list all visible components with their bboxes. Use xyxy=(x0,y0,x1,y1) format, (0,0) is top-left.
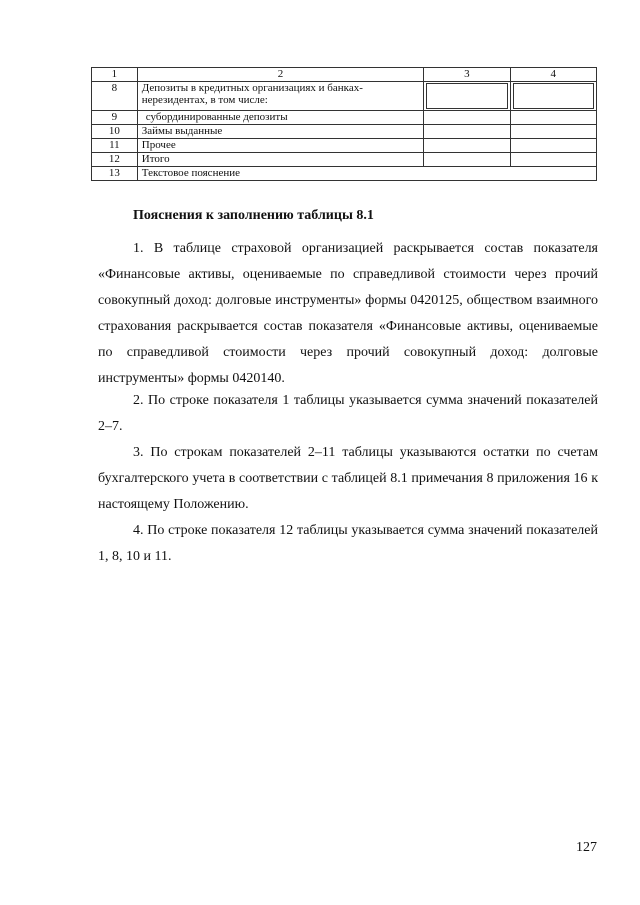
table-row xyxy=(92,139,597,153)
value-cell xyxy=(510,139,596,153)
header-col-2: 2 xyxy=(137,68,423,82)
row-number: 12 xyxy=(92,153,138,167)
table-row xyxy=(92,167,597,181)
row-number: 9 xyxy=(92,111,138,125)
table-header-row xyxy=(92,68,597,82)
paragraph-2: 2. По строке показателя 1 таблицы указывается сумма значений показателей 2–7. xyxy=(98,393,598,434)
header-col-1: 1 xyxy=(92,68,138,82)
value-box xyxy=(513,83,594,109)
row-number: 13 xyxy=(92,167,138,181)
section-heading: Пояснения к заполнению таблицы 8.1 xyxy=(133,208,374,223)
row-label: Текстовое пояснение xyxy=(137,167,596,181)
header-col-3: 3 xyxy=(424,68,510,82)
paragraph-3: 3. По строкам показателей 2–11 таблицы указываются остатки по счетам бухгалтерского учета в соответствии с таблицей 8.1 примечания 8 приложения 16 к настоящему Положению. xyxy=(98,445,598,512)
table-row xyxy=(92,153,597,167)
table-row xyxy=(92,125,597,139)
value-cell xyxy=(424,153,510,167)
page-number: 127 xyxy=(576,840,597,855)
row-number: 10 xyxy=(92,125,138,139)
row-label: Итого xyxy=(137,153,423,167)
indicator-table xyxy=(91,67,597,181)
row-number: 8 xyxy=(92,82,138,111)
table-row xyxy=(92,111,597,125)
value-cell xyxy=(510,111,596,125)
paragraph-4: 4. По строке показателя 12 таблицы указывается сумма значений показателей 1, 8, 10 и 11. xyxy=(98,523,598,564)
value-cell xyxy=(424,139,510,153)
value-cell xyxy=(510,153,596,167)
value-cell xyxy=(424,82,510,111)
value-cell xyxy=(510,82,596,111)
value-cell xyxy=(424,111,510,125)
header-col-4: 4 xyxy=(510,68,596,82)
value-cell xyxy=(510,125,596,139)
value-cell xyxy=(424,125,510,139)
row-label: Прочее xyxy=(137,139,423,153)
row-number: 11 xyxy=(92,139,138,153)
row-label: Займы выданные xyxy=(137,125,423,139)
paragraph-1: 1. В таблице страховой организацией раскрывается состав показателя «Финансовые активы, оцениваемые по справедливой стоимости через прочий совокупный доход: долговые инструменты» формы 0420125, обществом взаимного страхования раскрывается состав показателя «Финансовые активы, оцениваемые по справедливой стоимости через прочий совокупный доход: долговые инструменты» формы 0420140. xyxy=(98,241,598,386)
value-box xyxy=(426,83,507,109)
table-row xyxy=(92,82,597,111)
row-label: Депозиты в кредитных организациях и банках-нерезидентах, в том числе: xyxy=(137,82,423,111)
row-label: субординированные депозиты xyxy=(137,111,423,125)
